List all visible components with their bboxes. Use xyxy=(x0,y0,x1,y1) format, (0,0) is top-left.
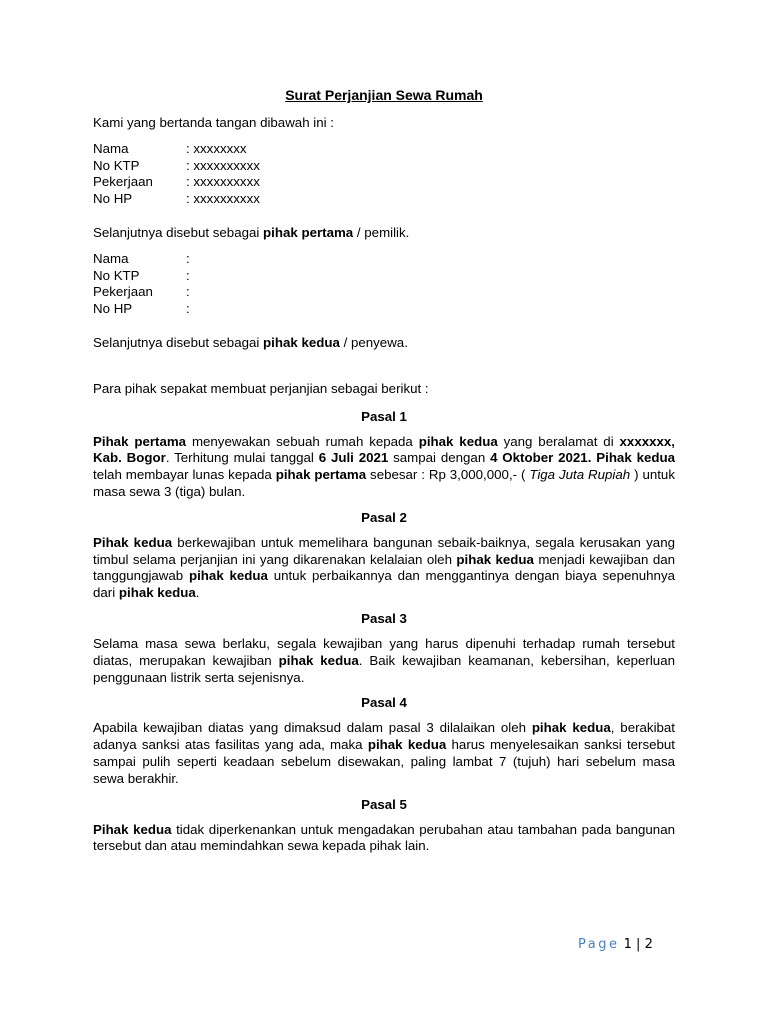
party1-field-ktp xyxy=(93,158,675,175)
text-run: untuk perbaikannya dan menggantinya dengan biaya sepenuhnya dari xyxy=(93,568,675,601)
bold-run: 6 Juli 2021 xyxy=(318,450,389,466)
bold-run: pihak kedua xyxy=(188,568,268,584)
text-run: ) untuk masa sewa 3 (tiga) bulan. xyxy=(93,467,675,499)
italic-run: Tiga Juta Rupiah xyxy=(529,467,631,483)
designation-prefix: Selanjutnya disebut sebagai xyxy=(93,334,264,350)
agreement-intro: Para pihak sepakat membuat perjanjian sebagai berikut : xyxy=(93,380,429,396)
bold-run: Pihak kedua xyxy=(93,534,173,550)
party1-fields xyxy=(93,141,675,208)
pasal-title: Pasal 1 xyxy=(361,408,407,424)
page-footer xyxy=(578,936,653,954)
party2-field-pekerjaan xyxy=(93,284,675,301)
page-total: 2 xyxy=(644,937,653,952)
pasal-body xyxy=(93,822,675,856)
party2-field-ktp xyxy=(93,268,675,285)
field-value: : xyxy=(186,284,190,300)
bold-run: Pihak kedua xyxy=(596,450,675,466)
field-label: Pekerjaan xyxy=(93,284,153,300)
pasal-body xyxy=(93,434,675,501)
bold-run: pihak kedua xyxy=(531,720,611,736)
party1-designation xyxy=(93,225,675,242)
text-run: yang beralamat di xyxy=(497,433,620,449)
bold-run: pihak kedua xyxy=(456,551,534,567)
field-value: : xxxxxxxxxx xyxy=(186,157,260,173)
party1-field-name xyxy=(93,141,675,158)
pasal-3 xyxy=(93,610,675,686)
document-page xyxy=(93,87,675,863)
party1-field-hp xyxy=(93,191,675,208)
pasal-title: Pasal 5 xyxy=(361,796,407,812)
text-run: . Baik kewajiban keamanan, kebersihan, keperluan penggunaan listrik serta sejenisnya. xyxy=(93,652,675,685)
text-run: telah membayar lunas kepada xyxy=(93,467,276,483)
pasal-5 xyxy=(93,796,675,856)
page-word: Page xyxy=(578,937,620,952)
party2-field-name xyxy=(93,251,675,268)
bold-run: pihak kedua xyxy=(367,737,447,753)
text-run: menjadi kewajiban dan tanggungjawab xyxy=(93,551,676,584)
text-run: berkewajiban untuk memelihara bangunan sebaik-baiknya, segala kerusakan yang timbul selama perjanjian ini yang dikarenakan kelalaian oleh xyxy=(93,534,675,567)
intro-text: Kami yang bertanda tangan dibawah ini : xyxy=(93,115,334,130)
pasal-body xyxy=(93,535,675,602)
page-current: 1 xyxy=(623,937,632,952)
text-run: . Terhitung mulai tanggal xyxy=(165,450,319,466)
text-run: . xyxy=(195,585,200,601)
pasal-body xyxy=(93,636,675,686)
field-label: No HP xyxy=(93,191,133,207)
text-run: harus menyelesaikan sanksi tersebut sampai pulih seperti keadaan sebelum disewakan, paling lambat 7 (tujuh) hari sebelum masa sewa berakhir. xyxy=(93,737,675,786)
pasal-title: Pasal 4 xyxy=(361,695,407,711)
text-run: Selama masa sewa berlaku, segala kewajiban yang harus dipenuhi terhadap rumah tersebut diatas, merupakan kewajiban xyxy=(93,635,675,668)
bold-run: pihak kedua xyxy=(118,585,196,601)
field-label: Pekerjaan xyxy=(93,174,153,190)
field-value: : xxxxxxxxxx xyxy=(186,174,260,190)
text-run: , berakibat adanya sanksi atas fasilitas yang ada, maka xyxy=(93,720,676,753)
party2-fields xyxy=(93,251,675,318)
party1-field-pekerjaan xyxy=(93,174,675,191)
field-value: : xyxy=(186,267,190,283)
field-label: No KTP xyxy=(93,267,140,283)
field-label: No HP xyxy=(93,301,133,317)
pasal-title: Pasal 3 xyxy=(361,610,407,626)
field-label: Nama xyxy=(93,140,129,156)
bold-run: Pihak pertama xyxy=(93,433,187,449)
field-value: : xxxxxxxxxx xyxy=(186,191,260,207)
text-run: Apabila kewajiban diatas yang dimaksud dalam pasal 3 dilalaikan oleh xyxy=(93,720,532,736)
designation-suffix: / pemilik. xyxy=(353,224,410,240)
bold-run: pihak kedua xyxy=(418,433,498,449)
field-value: : xyxy=(186,301,190,317)
text-run: sebesar : Rp 3,000,000,- ( xyxy=(366,467,530,483)
designation-bold: pihak kedua xyxy=(263,334,340,350)
field-value: : xxxxxxxx xyxy=(186,140,247,156)
party2-field-hp xyxy=(93,301,675,318)
field-label: No KTP xyxy=(93,157,140,173)
document-title: Surat Perjanjian Sewa Rumah xyxy=(285,87,483,103)
bold-run: Pihak kedua xyxy=(93,821,172,837)
bold-run: xxxxxxx, Kab. Bogor xyxy=(93,433,675,466)
designation-bold: pihak pertama xyxy=(263,224,354,240)
designation-suffix: / penyewa. xyxy=(339,334,408,350)
pasal-title: Pasal 2 xyxy=(361,509,407,525)
text-run: menyewakan sebuah rumah kepada xyxy=(186,433,419,449)
bold-run: 4 Oktober 2021. xyxy=(490,450,592,466)
pasal-2 xyxy=(93,509,675,602)
bold-run: pihak kedua xyxy=(278,652,359,668)
pasal-body xyxy=(93,720,675,787)
page-separator: | xyxy=(636,937,641,952)
field-label: Nama xyxy=(93,250,129,266)
pasal-1 xyxy=(93,408,675,501)
field-value: : xyxy=(186,250,190,266)
text-run: tidak diperkenankan untuk mengadakan perubahan atau tambahan pada bangunan tersebut dan atau memindahkan sewa kepada pihak lain. xyxy=(93,821,675,854)
text-run: sampai dengan xyxy=(388,450,491,466)
party2-designation xyxy=(93,335,675,352)
designation-prefix: Selanjutnya disebut sebagai xyxy=(93,224,264,240)
bold-run: pihak pertama xyxy=(275,467,367,483)
pasal-4 xyxy=(93,694,675,787)
